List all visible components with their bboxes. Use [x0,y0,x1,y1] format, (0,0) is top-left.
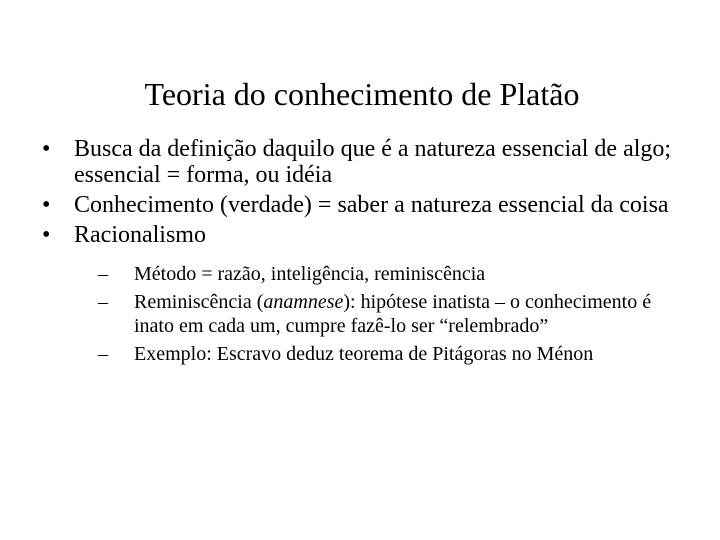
anamnese-term: anamnese [263,291,344,313]
dash-marker: – [98,263,108,285]
dash-marker: – [98,291,108,313]
bullet-item [42,136,702,188]
bullet-text: Conhecimento (verdade) = saber a natureza essencial da coisa [74,192,669,218]
sub-bullet-text: Exemplo: Escravo deduz teorema de Pitágoras no Ménon [134,343,594,365]
sub-bullet-text-end: ): hipótese inatista – o conhecimento é inato em cada um, cumpre fazê-lo ser “relembrado” [134,291,652,337]
bullet-marker: • [42,222,51,248]
slide-title: Teoria do conhecimento de Platão [144,76,580,112]
bullet-marker: • [42,136,51,162]
sub-bullet-item [98,342,702,366]
slide-body [42,136,702,370]
bullet-item [42,222,702,366]
bullet-marker: • [42,192,51,218]
bullet-item [42,192,702,218]
sub-bullet-list [98,262,702,366]
bullet-text: Busca da definição daquilo que é a natureza essencial de algo; essencial = forma, ou idéia [74,136,672,188]
sub-bullet-item [98,262,702,286]
bullet-text: Racionalismo [74,222,206,248]
sub-bullet-text [134,290,674,338]
sub-bullet-item [98,290,702,338]
dash-marker: – [98,343,108,365]
bullet-list [42,136,702,366]
sub-bullet-text: Método = razão, inteligência, reminiscência [134,263,486,285]
sub-bullet-text-start: Reminiscência ( [134,291,264,313]
